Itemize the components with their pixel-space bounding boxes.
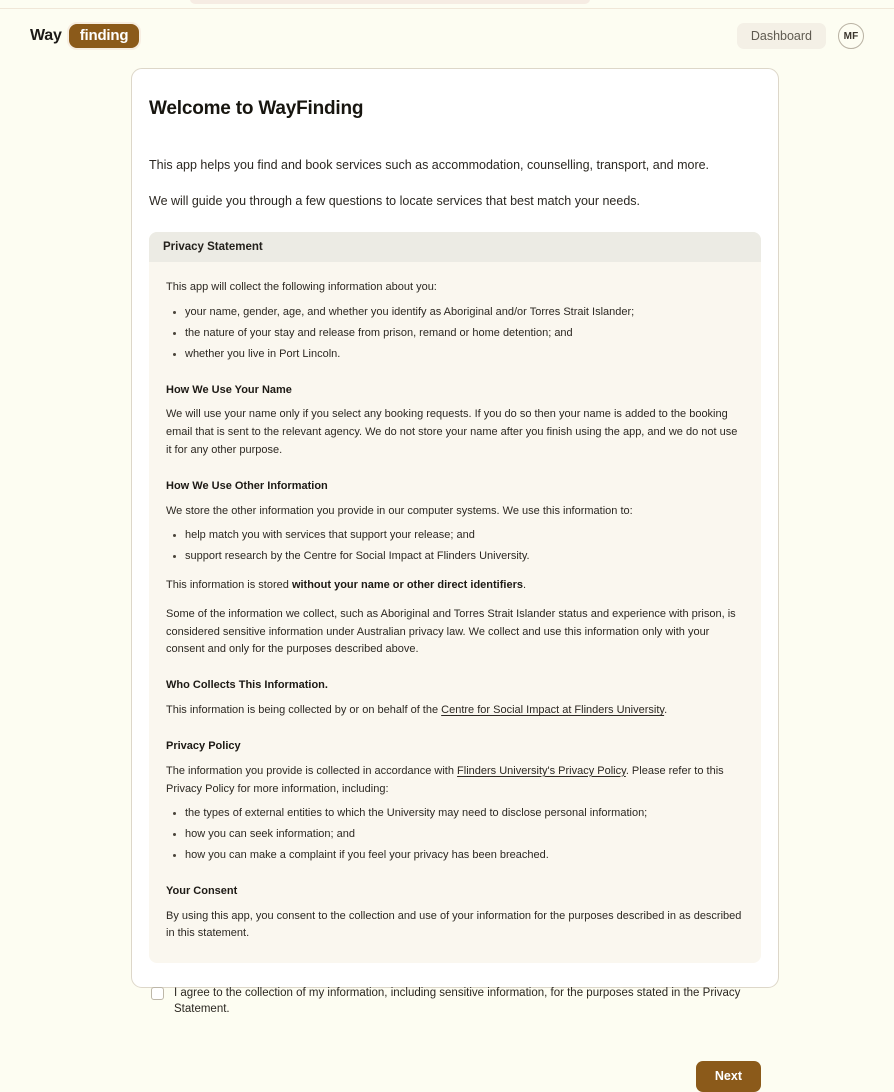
list-item: the types of external entities to which the University may need to disclose personal information; (185, 805, 744, 823)
scrolled-element-peek (190, 0, 590, 4)
list-item: whether you live in Port Lincoln. (185, 346, 744, 364)
welcome-card (131, 68, 779, 1084)
intro-paragraph-2: We will guide you through a few questions to locate services that best match your needs. (149, 194, 641, 209)
heading-who-collects: Who Collects This Information. (166, 679, 328, 692)
logo-badge: finding (67, 22, 142, 50)
app-logo[interactable] (30, 22, 141, 50)
other-info-list (166, 527, 744, 566)
intro-paragraph-1: This app helps you find and book services such as accommodation, counselling, transport, and more. (149, 158, 710, 172)
who-prefix: This information is being collected by or on behalf of the (166, 704, 442, 717)
heading-how-we-use-your-name: How We Use Your Name (166, 383, 292, 396)
csi-flinders-link[interactable]: Centre for Social Impact at Flinders University (441, 704, 665, 717)
stored-suffix: . (522, 579, 527, 591)
avatar[interactable]: MF (838, 23, 864, 49)
collect-list (166, 304, 744, 363)
page-title: Welcome to WayFinding (149, 98, 364, 119)
privacy-policy-list (166, 805, 744, 864)
list-item: how you can seek information; and (185, 826, 744, 844)
flinders-privacy-policy-link[interactable]: Flinders University's Privacy Policy (457, 764, 626, 777)
dashboard-button[interactable]: Dashboard (737, 23, 826, 50)
sensitive-info-body: Some of the information we collect, such as Aboriginal and Torres Strait Islander status and experience with prison, is considered sensitive information under Australian privacy law. We collect and use this information only with your consent and only for the purposes described above. (166, 607, 736, 656)
stored-bold: without your name or other direct identifiers (291, 579, 523, 591)
heading-how-we-use-other-information: How We Use Other Information (166, 479, 328, 492)
collect-intro: This app will collect the following information about you: (166, 281, 437, 294)
heading-privacy-policy: Privacy Policy (166, 739, 241, 752)
agree-checkbox-label: I agree to the collection of my information, including sensitive information, for the purposes stated in the Privacy Statement. (174, 987, 741, 1015)
other-info-intro: We store the other information you provide in our computer systems. We use this information to: (166, 504, 633, 517)
list-item: help match you with services that support your release; and (185, 527, 744, 545)
privacy-panel-body (149, 262, 761, 963)
policy-suffix: . Please refer to this Privacy Policy for more information, including: (166, 764, 724, 795)
how-we-use-name-body: We will use your name only if you select any booking requests. If you do so then your name is added to the booking email that is sent to the relevant agency. We do not store your name after you finish using the app, and we do not use it for any other purpose. (166, 408, 738, 456)
privacy-panel-title: Privacy Statement (149, 232, 761, 262)
card-footer-actions (149, 1061, 761, 1092)
your-consent-body: By using this app, you consent to the collection and use of your information for the purposes described in as described in this statement. (166, 909, 742, 940)
list-item: how you can make a complaint if you feel your privacy has been breached. (185, 847, 744, 865)
list-item: your name, gender, age, and whether you identify as Aboriginal and/or Torres Strait Islander; (185, 304, 744, 322)
heading-your-consent: Your Consent (166, 884, 238, 897)
consent-row (149, 986, 761, 1017)
stored-prefix: This information is stored (166, 579, 292, 591)
privacy-policy-body (166, 763, 744, 799)
stored-identifiers-note (166, 577, 744, 595)
header-actions (737, 23, 864, 50)
who-suffix: . (664, 704, 668, 717)
logo-word: Way (30, 27, 62, 44)
who-collects-body (166, 702, 744, 720)
app-header (0, 9, 894, 63)
list-item: support research by the Centre for Social Impact at Flinders University. (185, 548, 744, 566)
agree-checkbox[interactable] (151, 987, 164, 1000)
next-button[interactable]: Next (696, 1061, 761, 1092)
policy-prefix: The information you provide is collected in accordance with (166, 764, 458, 777)
privacy-statement-panel (149, 232, 761, 963)
list-item: the nature of your stay and release from prison, remand or home detention; and (185, 325, 744, 343)
